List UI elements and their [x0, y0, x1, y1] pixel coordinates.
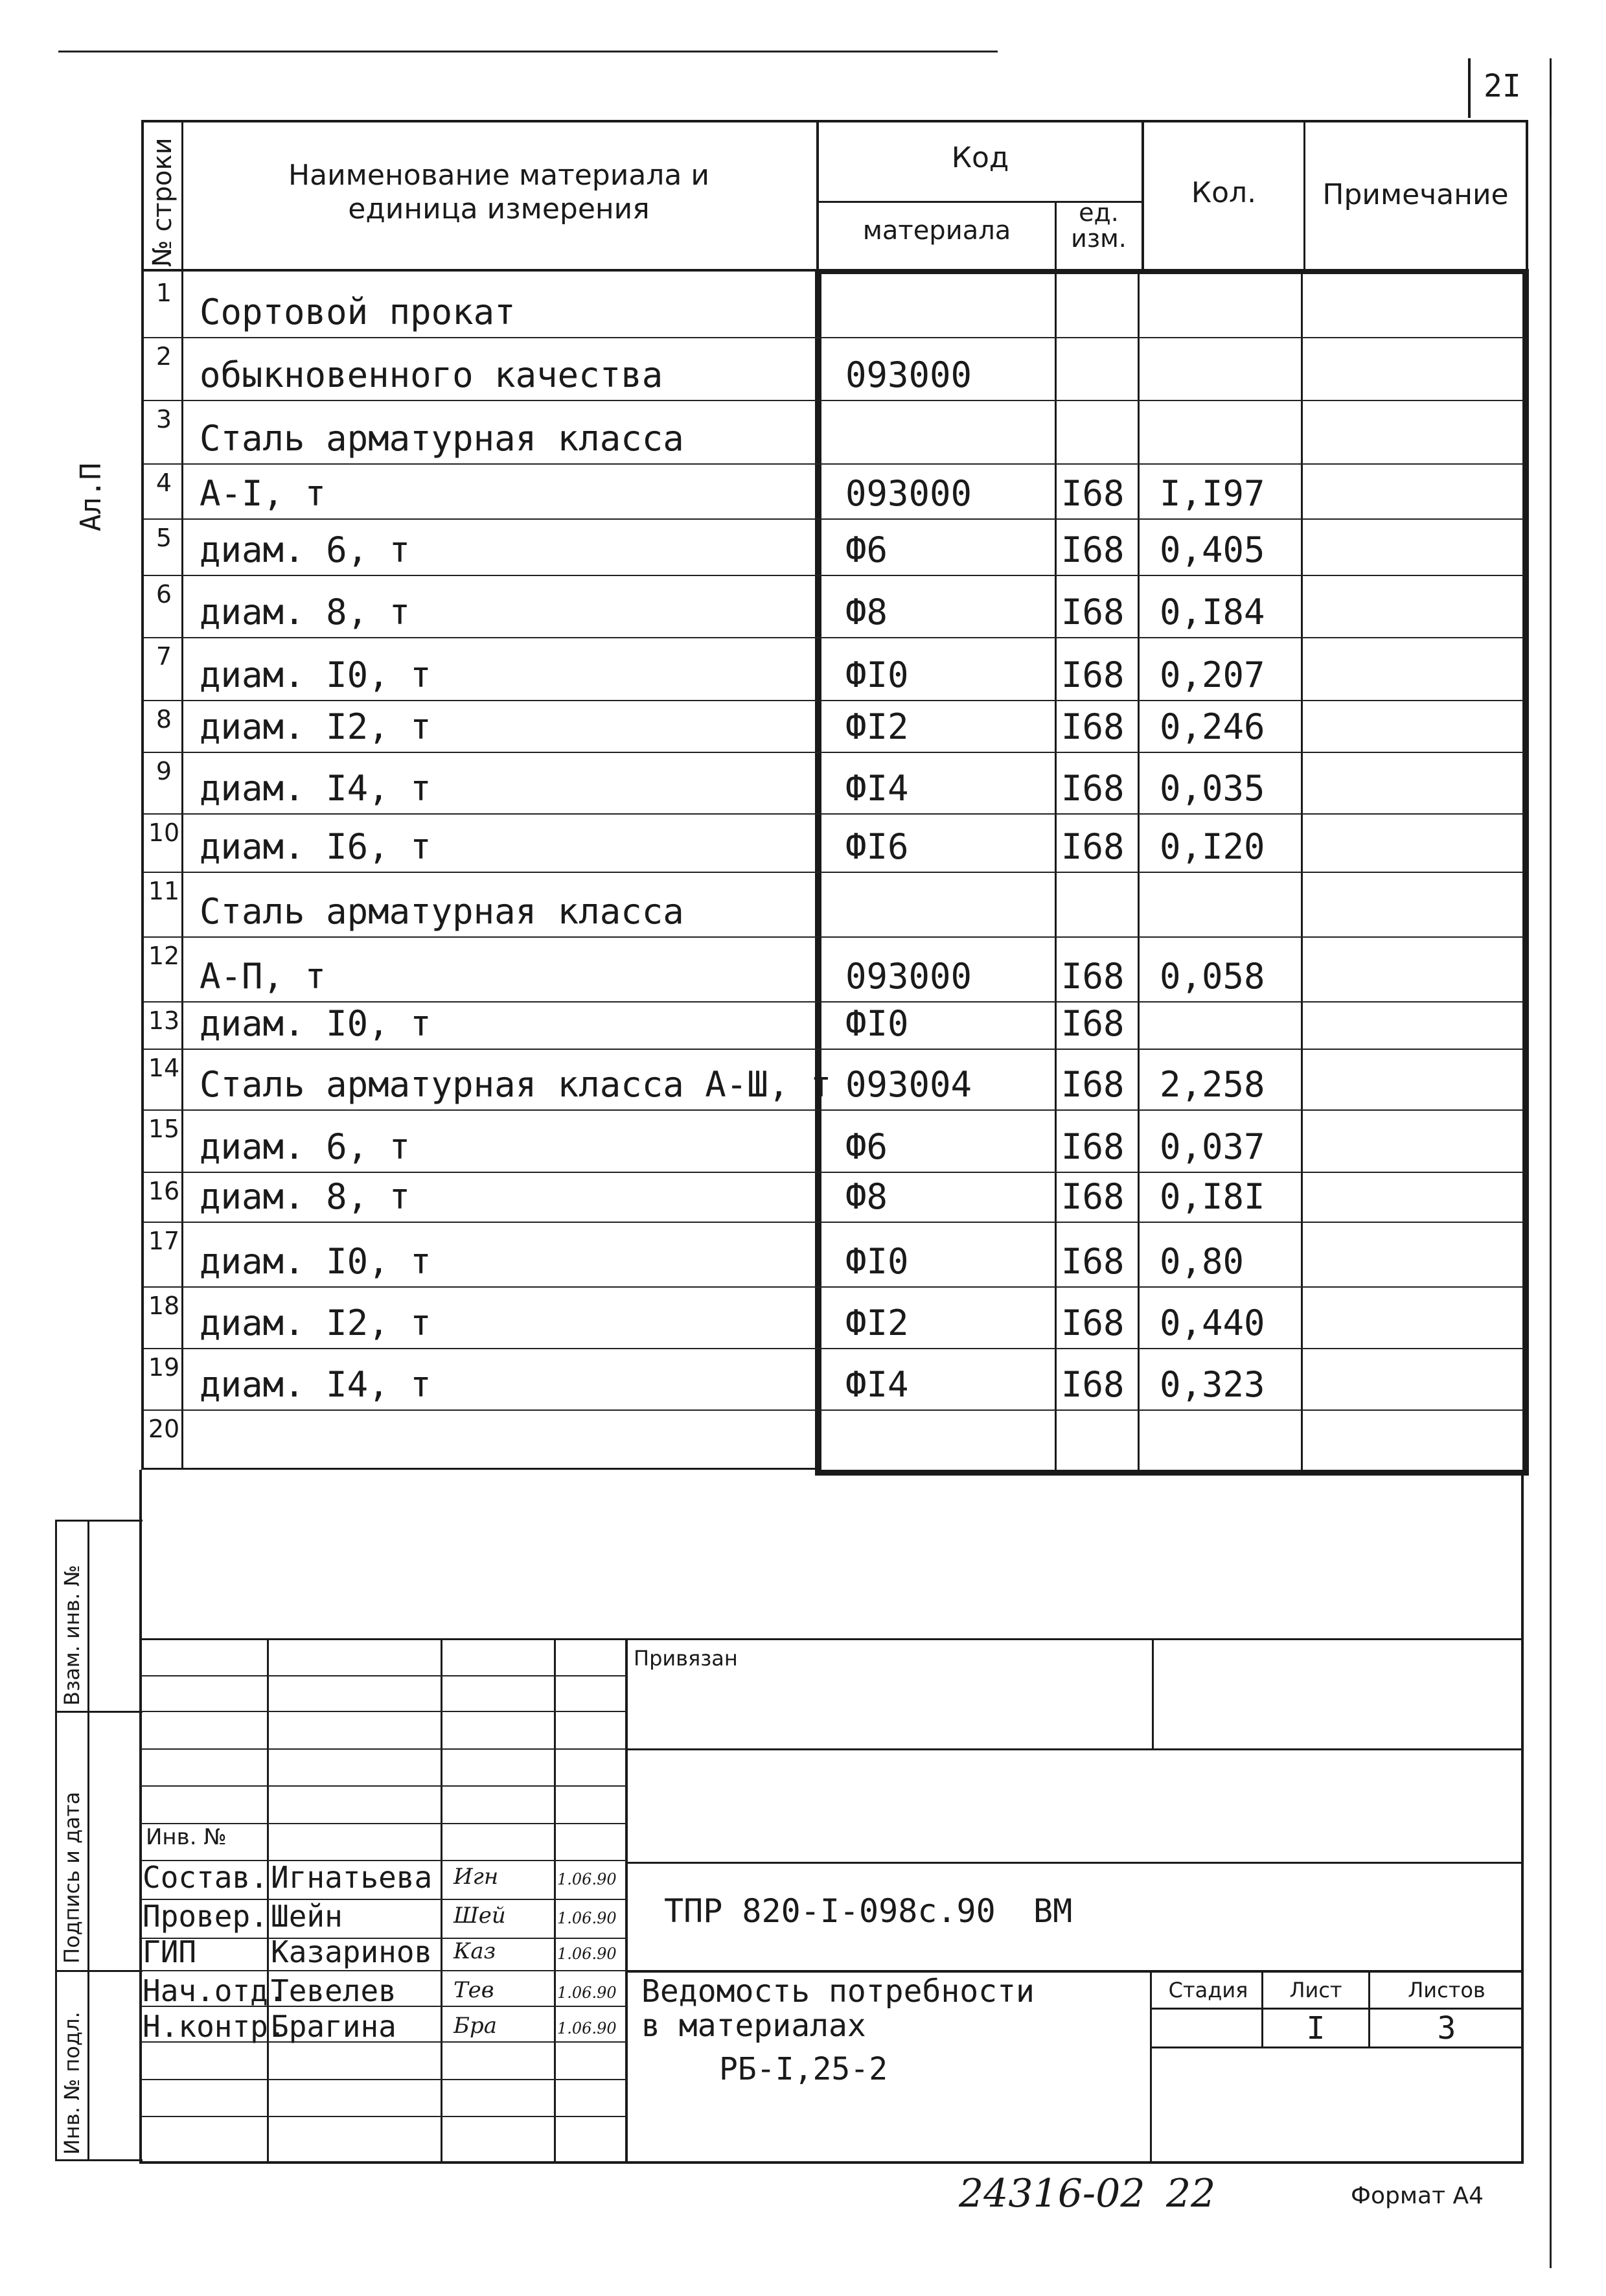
title-line-1: Ведомость потребности: [641, 1973, 1035, 2010]
stamp-left-border: [55, 1520, 57, 2161]
material-name: диам. I2, т: [200, 706, 431, 747]
row-divider: [144, 1222, 1524, 1223]
row-divider: [144, 1172, 1524, 1173]
doc-code: ТПР 820-I-098с.90: [664, 1892, 996, 1930]
row-number: 6: [155, 580, 172, 609]
unit-code: I68: [1061, 826, 1125, 867]
archive-number: 24316-02: [959, 2171, 1145, 2216]
signature: Игн: [453, 1864, 499, 1890]
unit-code: I68: [1061, 956, 1125, 997]
data-thick-top: [815, 269, 1529, 274]
material-name: Сталь арматурная класса: [200, 891, 684, 932]
row-divider: [144, 1049, 1524, 1050]
page-number: 2I: [1484, 68, 1521, 104]
row-number: 20: [148, 1415, 180, 1443]
tb-right-rule-3: [625, 1970, 1524, 1973]
inv-no-label: Инв. №: [146, 1824, 227, 1850]
header-name: Наименование материала и единица измерения: [288, 159, 709, 226]
table-top-border: [141, 120, 1528, 122]
header-row-number: № строки: [148, 137, 178, 267]
person-name: Казаринов: [271, 1934, 433, 1969]
header-material: материала: [862, 216, 1011, 246]
material-name: обыкновенного качества: [200, 354, 663, 395]
material-code: Ф6: [845, 529, 888, 570]
stamp-inv-podl: Инв. № подл.: [60, 2012, 84, 2155]
material-code: ФI2: [845, 706, 909, 747]
data-thick-bottom: [815, 1470, 1529, 1476]
tb-col-3: [554, 1638, 556, 2163]
row-divider: [144, 936, 1524, 938]
tb-right-rule-2: [625, 1862, 1524, 1864]
material-code: ФI0: [845, 1241, 909, 1282]
header-note: Примечание: [1322, 178, 1509, 211]
unit-code: I68: [1061, 1241, 1125, 1282]
material-name: диам. 8, т: [200, 592, 411, 632]
row-number: 13: [148, 1006, 180, 1035]
sign-date: 1.06.90: [557, 1870, 617, 1888]
page-number-box-left: [1468, 58, 1471, 118]
col-qty-divider: [1138, 269, 1140, 1473]
row-number: 9: [155, 757, 172, 785]
sheet-label: Лист: [1289, 1978, 1342, 2002]
sign-date: 1.06.90: [557, 1984, 617, 2002]
tb-privyazan-divider: [1152, 1638, 1154, 1748]
role: Провер.: [143, 1899, 268, 1934]
privyazan-label: Привязан: [634, 1646, 738, 1671]
material-name: диам. I0, т: [200, 1003, 431, 1044]
row-number: 2: [155, 342, 172, 371]
quantity: 0,058: [1160, 956, 1265, 997]
tb-col-4: [625, 1638, 628, 2163]
material-code: ФI6: [845, 826, 909, 867]
tb-top-rule: [139, 1638, 1524, 1640]
material-code: ФI4: [845, 1364, 909, 1405]
material-code: Ф6: [845, 1126, 888, 1167]
row-number: 7: [155, 642, 172, 671]
material-name: диам. I0, т: [200, 1241, 431, 1282]
col-unit-divider: [1055, 269, 1057, 1473]
material-code: ФI0: [845, 655, 909, 695]
col-note-divider: [1301, 269, 1303, 1473]
table-left-border: [141, 120, 144, 1468]
tb-right-rule-1: [625, 1748, 1524, 1750]
tb-row-divider: [141, 1785, 626, 1787]
material-code: Ф8: [845, 592, 888, 632]
row-number: 5: [155, 524, 172, 552]
sheet-value: I: [1306, 2010, 1325, 2047]
material-code: 093004: [845, 1064, 972, 1105]
unit-code: I68: [1061, 655, 1125, 695]
tb-stage-rule-1: [1150, 2008, 1524, 2010]
unit-code: I68: [1061, 1126, 1125, 1167]
material-name: диам. I6, т: [200, 826, 431, 867]
tb-row-divider: [141, 1748, 626, 1750]
tb-row-divider: [141, 1675, 626, 1676]
row-number: 10: [148, 818, 180, 847]
unit-code: I68: [1061, 1364, 1125, 1405]
material-name: А-П, т: [200, 956, 327, 997]
row-divider: [144, 1348, 1524, 1349]
row-number: 12: [148, 942, 180, 970]
stamp-inner-border: [87, 1520, 89, 2161]
sign-date: 1.06.90: [557, 2019, 617, 2037]
row-number: 8: [155, 705, 172, 734]
tb-stage-rule-2: [1150, 2047, 1524, 2048]
tb-right-border: [1521, 1470, 1524, 2163]
unit-code: I68: [1061, 706, 1125, 747]
material-name: диам. I2, т: [200, 1303, 431, 1343]
sheets-label: Листов: [1408, 1978, 1486, 2002]
row-divider: [144, 518, 1524, 520]
tb-row-divider: [141, 2079, 626, 2080]
material-name: диам. I0, т: [200, 655, 431, 695]
format-label: Формат А4: [1351, 2183, 1484, 2209]
tb-left-border: [139, 1470, 142, 2163]
row-divider: [144, 813, 1524, 815]
unit-code: I68: [1061, 768, 1125, 809]
header-code: Код: [951, 141, 1009, 174]
header-unit: ед. изм.: [1071, 198, 1127, 253]
unit-code: I68: [1061, 1303, 1125, 1343]
stamp-vzam: Взам. инв. №: [60, 1564, 84, 1706]
unit-code: I68: [1061, 592, 1125, 632]
header-qty: Кол.: [1191, 176, 1257, 209]
row-divider: [144, 700, 1524, 701]
material-name: Сортовой прокат: [200, 292, 516, 332]
row-number: 11: [148, 877, 180, 905]
quantity: 0,207: [1160, 655, 1265, 695]
stamp-top-border: [55, 1520, 143, 1522]
unit-code: I68: [1061, 473, 1125, 514]
tb-stage-divider: [1150, 1970, 1152, 2163]
row-number: 15: [148, 1115, 180, 1143]
unit-code: I68: [1061, 1176, 1125, 1217]
row-divider: [144, 637, 1524, 638]
material-name: Сталь арматурная класса А-Ш, т: [200, 1064, 832, 1105]
material-code: 093000: [845, 354, 972, 395]
quantity: 0,I20: [1160, 826, 1265, 867]
quantity: 0,I84: [1160, 592, 1265, 632]
row-number: 17: [148, 1227, 180, 1255]
quantity: 2,258: [1160, 1064, 1265, 1105]
material-name: диам. 6, т: [200, 529, 411, 570]
material-name: диам. I4, т: [200, 1364, 431, 1405]
row-divider: [144, 1109, 1524, 1111]
row-divider: [144, 337, 1524, 338]
role: Состав.: [143, 1860, 268, 1895]
stamp-bottom-border: [55, 2159, 143, 2161]
archive-page: 22: [1166, 2171, 1216, 2216]
signature: Тев: [453, 1977, 494, 2003]
role: Нач.отд.: [143, 1973, 286, 2008]
quantity: 0,037: [1160, 1126, 1265, 1167]
signature: Бра: [453, 2013, 498, 2039]
tb-row-divider: [141, 2116, 626, 2117]
table-bottom-border: [141, 1468, 818, 1470]
quantity: 0,I8I: [1160, 1176, 1265, 1217]
row-divider: [144, 1001, 1524, 1003]
tb-sheets-divider: [1368, 1970, 1370, 2048]
role: Н.контр.: [143, 2009, 286, 2044]
person-name: Игнатьева: [271, 1860, 433, 1895]
row-number: 4: [155, 469, 172, 497]
signature: Каз: [453, 1938, 496, 1964]
sheets-value: 3: [1437, 2010, 1456, 2047]
row-divider: [144, 1286, 1524, 1288]
unit-code: I68: [1061, 1003, 1125, 1044]
person-name: Шейн: [271, 1899, 343, 1934]
sign-date: 1.06.90: [557, 1909, 617, 1927]
person-name: Тевелев: [271, 1973, 396, 2008]
quantity: 0,440: [1160, 1303, 1265, 1343]
quantity: 0,323: [1160, 1364, 1265, 1405]
stamp-sep-1: [55, 1711, 143, 1713]
material-name: диам. I4, т: [200, 768, 431, 809]
quantity: I,I97: [1160, 473, 1265, 514]
role: ГИП: [143, 1934, 197, 1969]
material-name: А-I, т: [200, 473, 327, 514]
title-line-2: в материалах: [641, 2008, 866, 2044]
material-code: 093000: [845, 956, 972, 997]
row-number: 16: [148, 1177, 180, 1205]
material-code: 093000: [845, 473, 972, 514]
quantity: 0,80: [1160, 1241, 1245, 1282]
stamp-podpis: Подпись и дата: [60, 1791, 84, 1964]
top-rule: [58, 51, 998, 52]
quantity: 0,035: [1160, 768, 1265, 809]
sign-date: 1.06.90: [557, 1945, 617, 1963]
col-rownum-divider: [181, 120, 183, 1468]
material-name: диам. 6, т: [200, 1126, 411, 1167]
material-code: ФI4: [845, 768, 909, 809]
material-code: ФI2: [845, 1303, 909, 1343]
row-number: 18: [148, 1292, 180, 1320]
tb-row-divider: [141, 1970, 626, 1971]
row-number: 1: [155, 279, 172, 307]
row-number: 19: [148, 1353, 180, 1382]
row-divider: [144, 463, 1524, 465]
person-name: Брагина: [271, 2009, 396, 2044]
row-divider: [144, 752, 1524, 753]
material-code: ФI0: [845, 1003, 909, 1044]
side-label: Ал.П: [75, 463, 108, 531]
tb-bottom-border: [139, 2161, 1524, 2164]
stage-label: Стадия: [1168, 1978, 1248, 2002]
tb-row-divider: [141, 1711, 626, 1712]
row-divider: [144, 575, 1524, 576]
right-margin-line: [1550, 117, 1552, 2268]
stamp-sep-2: [55, 1970, 143, 1972]
material-code: Ф8: [845, 1176, 888, 1217]
page-number-box-right: [1550, 58, 1552, 118]
row-number: 14: [148, 1054, 180, 1082]
tb-col-2: [441, 1638, 442, 2163]
row-divider: [144, 400, 1524, 401]
doc-mark: ВМ: [1033, 1892, 1073, 1930]
unit-code: I68: [1061, 529, 1125, 570]
quantity: 0,246: [1160, 706, 1265, 747]
row-number: 3: [155, 405, 172, 434]
material-name: Сталь арматурная класса: [200, 418, 684, 459]
row-divider: [144, 872, 1524, 873]
unit-code: I68: [1061, 1064, 1125, 1105]
quantity: 0,405: [1160, 529, 1265, 570]
material-name: диам. 8, т: [200, 1176, 411, 1217]
title-line-3: РБ-I,25-2: [719, 2051, 888, 2087]
row-divider: [144, 1409, 1524, 1411]
tb-sheet-divider: [1261, 1970, 1263, 2048]
signature: Шей: [453, 1903, 506, 1929]
